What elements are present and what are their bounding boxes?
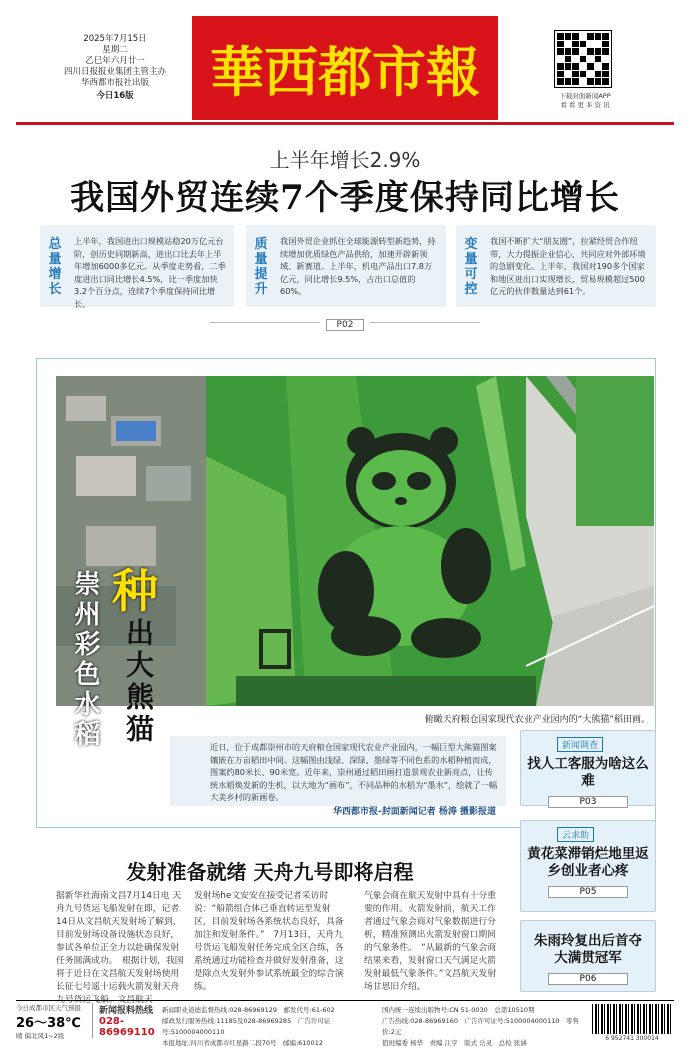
masthead-logo: 華西都市報 — [192, 16, 498, 120]
story-column: 发射场he文安安在接受记者采访时说：“船箭组合体已垂直转运至发射区，目前发射场各系统状态良好，具备加注和发射条件。” 7月13日，天舟九号货运飞船发射任务完成全区合练，各系统通过功能检查并做好发射准备，这是除点火发射外参试系统最全的综合演练。 — [194, 891, 344, 992]
lead-pageref-row — [0, 312, 690, 331]
side-card-page[interactable]: P05 — [548, 886, 628, 898]
hotline-number[interactable]: 028-86969110 — [99, 1016, 155, 1038]
issue-date: 2025年7月15日 — [83, 34, 147, 44]
box-text: 我国外贸企业抓住全球能源转型新趋势，持续增加优质绿色产品供给，加速开辟新领域、新赛道。上半年，机电产品出口7.8万亿元，同比增长9.5%，占出口总值的60%。 — [280, 236, 436, 296]
photo-story-text-box — [170, 736, 506, 806]
lead-box — [456, 225, 656, 307]
lead-box — [246, 225, 446, 307]
photo-story-text: 近日，位于成都崇州市的天府粮仓国家现代农业产业园内，一幅巨型大熊猫图案镶嵌在万亩稻田中间。这幅图由浅绿、深绿、墨绿等不同色系的水稻种植而成，图案约80米长、90米宽。近年来，崇州通过稻田画打造景观农业新亮点，让传统水稻焕发新的生机，以大地为“画布”，不同品种的水稻为“墨水”，绘就了一幅大美乡村的新画卷。 — [210, 742, 498, 802]
box-text: 我国不断扩大“朋友圈”，拉紧经贸合作纽带，大力提振企业信心，共同应对外部环境的急剧变化。上半年，我国对190多个国家和地区进出口实现增长，贸易规模超过500亿元的伙伴数量达到61个。 — [490, 236, 646, 296]
edition-count: 今日16版 — [96, 91, 134, 101]
side-card-page[interactable]: P03 — [548, 796, 628, 808]
side-card-page[interactable]: P06 — [548, 973, 628, 985]
side-card-label: 云求助 — [557, 827, 594, 842]
masthead-info — [40, 34, 190, 102]
weather-desc: 晴 偏北风1~2级 — [16, 1032, 65, 1040]
footer-info-left — [162, 1005, 382, 1049]
lunar-date: 乙巳年六月廿一 — [85, 56, 145, 66]
hotline-label: 新闻报料热线 — [99, 1006, 154, 1016]
hotline-block — [92, 1003, 162, 1038]
publisher-line: 四川日报报业集团主管主办 — [63, 67, 166, 77]
side-card[interactable] — [520, 920, 656, 992]
weather-label: 今日成都市区天气预报 — [16, 1004, 81, 1012]
qr-caption — [548, 92, 622, 110]
footer-info-right — [382, 1005, 582, 1049]
footer — [16, 1000, 674, 1047]
side-card[interactable] — [520, 820, 656, 912]
story-column: 气象会商在航天发射中具有十分重要的作用。火箭发射前，航天工作者通过气象会商对气象数据进行分析，精准预测出火箭发射窗口期间的气象条件。 “从最新的气象会商结果来看，发射窗口天气满足火箭发射最低气象条件。”文昌航天发射场甘思旧介绍。 — [364, 891, 497, 992]
photo-story-title-right: 出大熊猫 — [122, 618, 155, 746]
header-rule — [16, 122, 674, 125]
box-tag: 变量可控 — [464, 237, 478, 297]
side-card-label: 新闻调查 — [557, 737, 603, 752]
side-card-title[interactable]: 朱雨玲复出后首夺大满贯冠军 — [534, 933, 642, 966]
weather-temp: 26～38℃ — [16, 1016, 81, 1031]
qr-caption-line: 看 看 更 多 资 讯 — [560, 101, 610, 109]
qr-code-icon[interactable] — [554, 30, 612, 88]
lead-kicker: 上半年增长2.9% — [269, 148, 421, 172]
photo-story-title-left: 崇州彩色水稻 — [70, 570, 100, 750]
side-card[interactable] — [520, 730, 656, 806]
barcode-number: 6 952741 300014 — [605, 1035, 659, 1042]
footer-info: 国内统一连续出版物号:CN 51-0030 总第10510期 — [382, 1006, 535, 1014]
photo-caption: 俯瞰天府粮仓国家现代农业产业园内的“大熊猫”稻田画。 — [424, 715, 650, 725]
side-card-title[interactable]: 找人工客服为啥这么难 — [527, 756, 649, 789]
publisher-line: 华西都市报社出版 — [80, 78, 149, 88]
footer-info: 新闻职业道德监督热线:028-86969129 邮发代号:61-602 — [162, 1006, 335, 1014]
lead-headline[interactable]: 我国外贸连续7个季度保持同比增长 — [70, 178, 620, 218]
photo-story-title-big: 种 — [112, 564, 158, 618]
weather-block — [16, 1003, 86, 1040]
story-headline[interactable]: 发射准备就绪 天舟九号即将启程 — [126, 860, 414, 884]
box-tag: 质量提升 — [254, 237, 268, 297]
footer-info: 值班编委 杨华 责编 江亨 版式 岳灵 总检 张涵 — [382, 1039, 527, 1047]
qr-caption-line: 下载封面新闻APP — [559, 92, 611, 100]
photo-byline: 华西都市报-封面新闻记者 杨涛 摄影报道 — [332, 807, 496, 817]
weekday: 星期二 — [102, 45, 128, 55]
footer-info: 邮政发行服务热线:11185及028-86969285 广告许可证号:5100004000110 — [162, 1017, 331, 1036]
box-tag: 总量增长 — [48, 237, 62, 297]
barcode-icon — [592, 1004, 672, 1034]
lead-page-ref[interactable]: P02 — [326, 319, 365, 331]
lead-box — [40, 225, 234, 307]
footer-info: 广告热线:028-86969160 广告许可证号:5100004000110 零售价:2元 — [382, 1017, 579, 1036]
box-text: 上半年，我国进出口规模站稳20万亿元台阶，创历史同期新高，进出口比去年上半年增加6000多亿元。从季度走势看，二季度进出口同比增长4.5%，比一季度加快3.2个百分点，连续7个季度保持同比增长。 — [74, 236, 226, 309]
side-card-title[interactable]: 黄花菜滞销烂地里返乡创业者心疼 — [527, 846, 649, 879]
story-column: 据新华社海南文昌7月14日电 天舟九号货运飞船发射在即，记者14日从文昌航天发射场了解到，目前发射场设备设施状态良好，参试各单位正全力以赴确保发射任务圆满成功。 根据计划，我国将于近日在文昌航天发射场使用长征七号遥十运载火箭发射天舟九号货运飞船。文昌航天 — [56, 891, 184, 1005]
footer-info: 本报地址:四川省成都市红星路二段70号 邮编:610012 — [162, 1039, 323, 1047]
